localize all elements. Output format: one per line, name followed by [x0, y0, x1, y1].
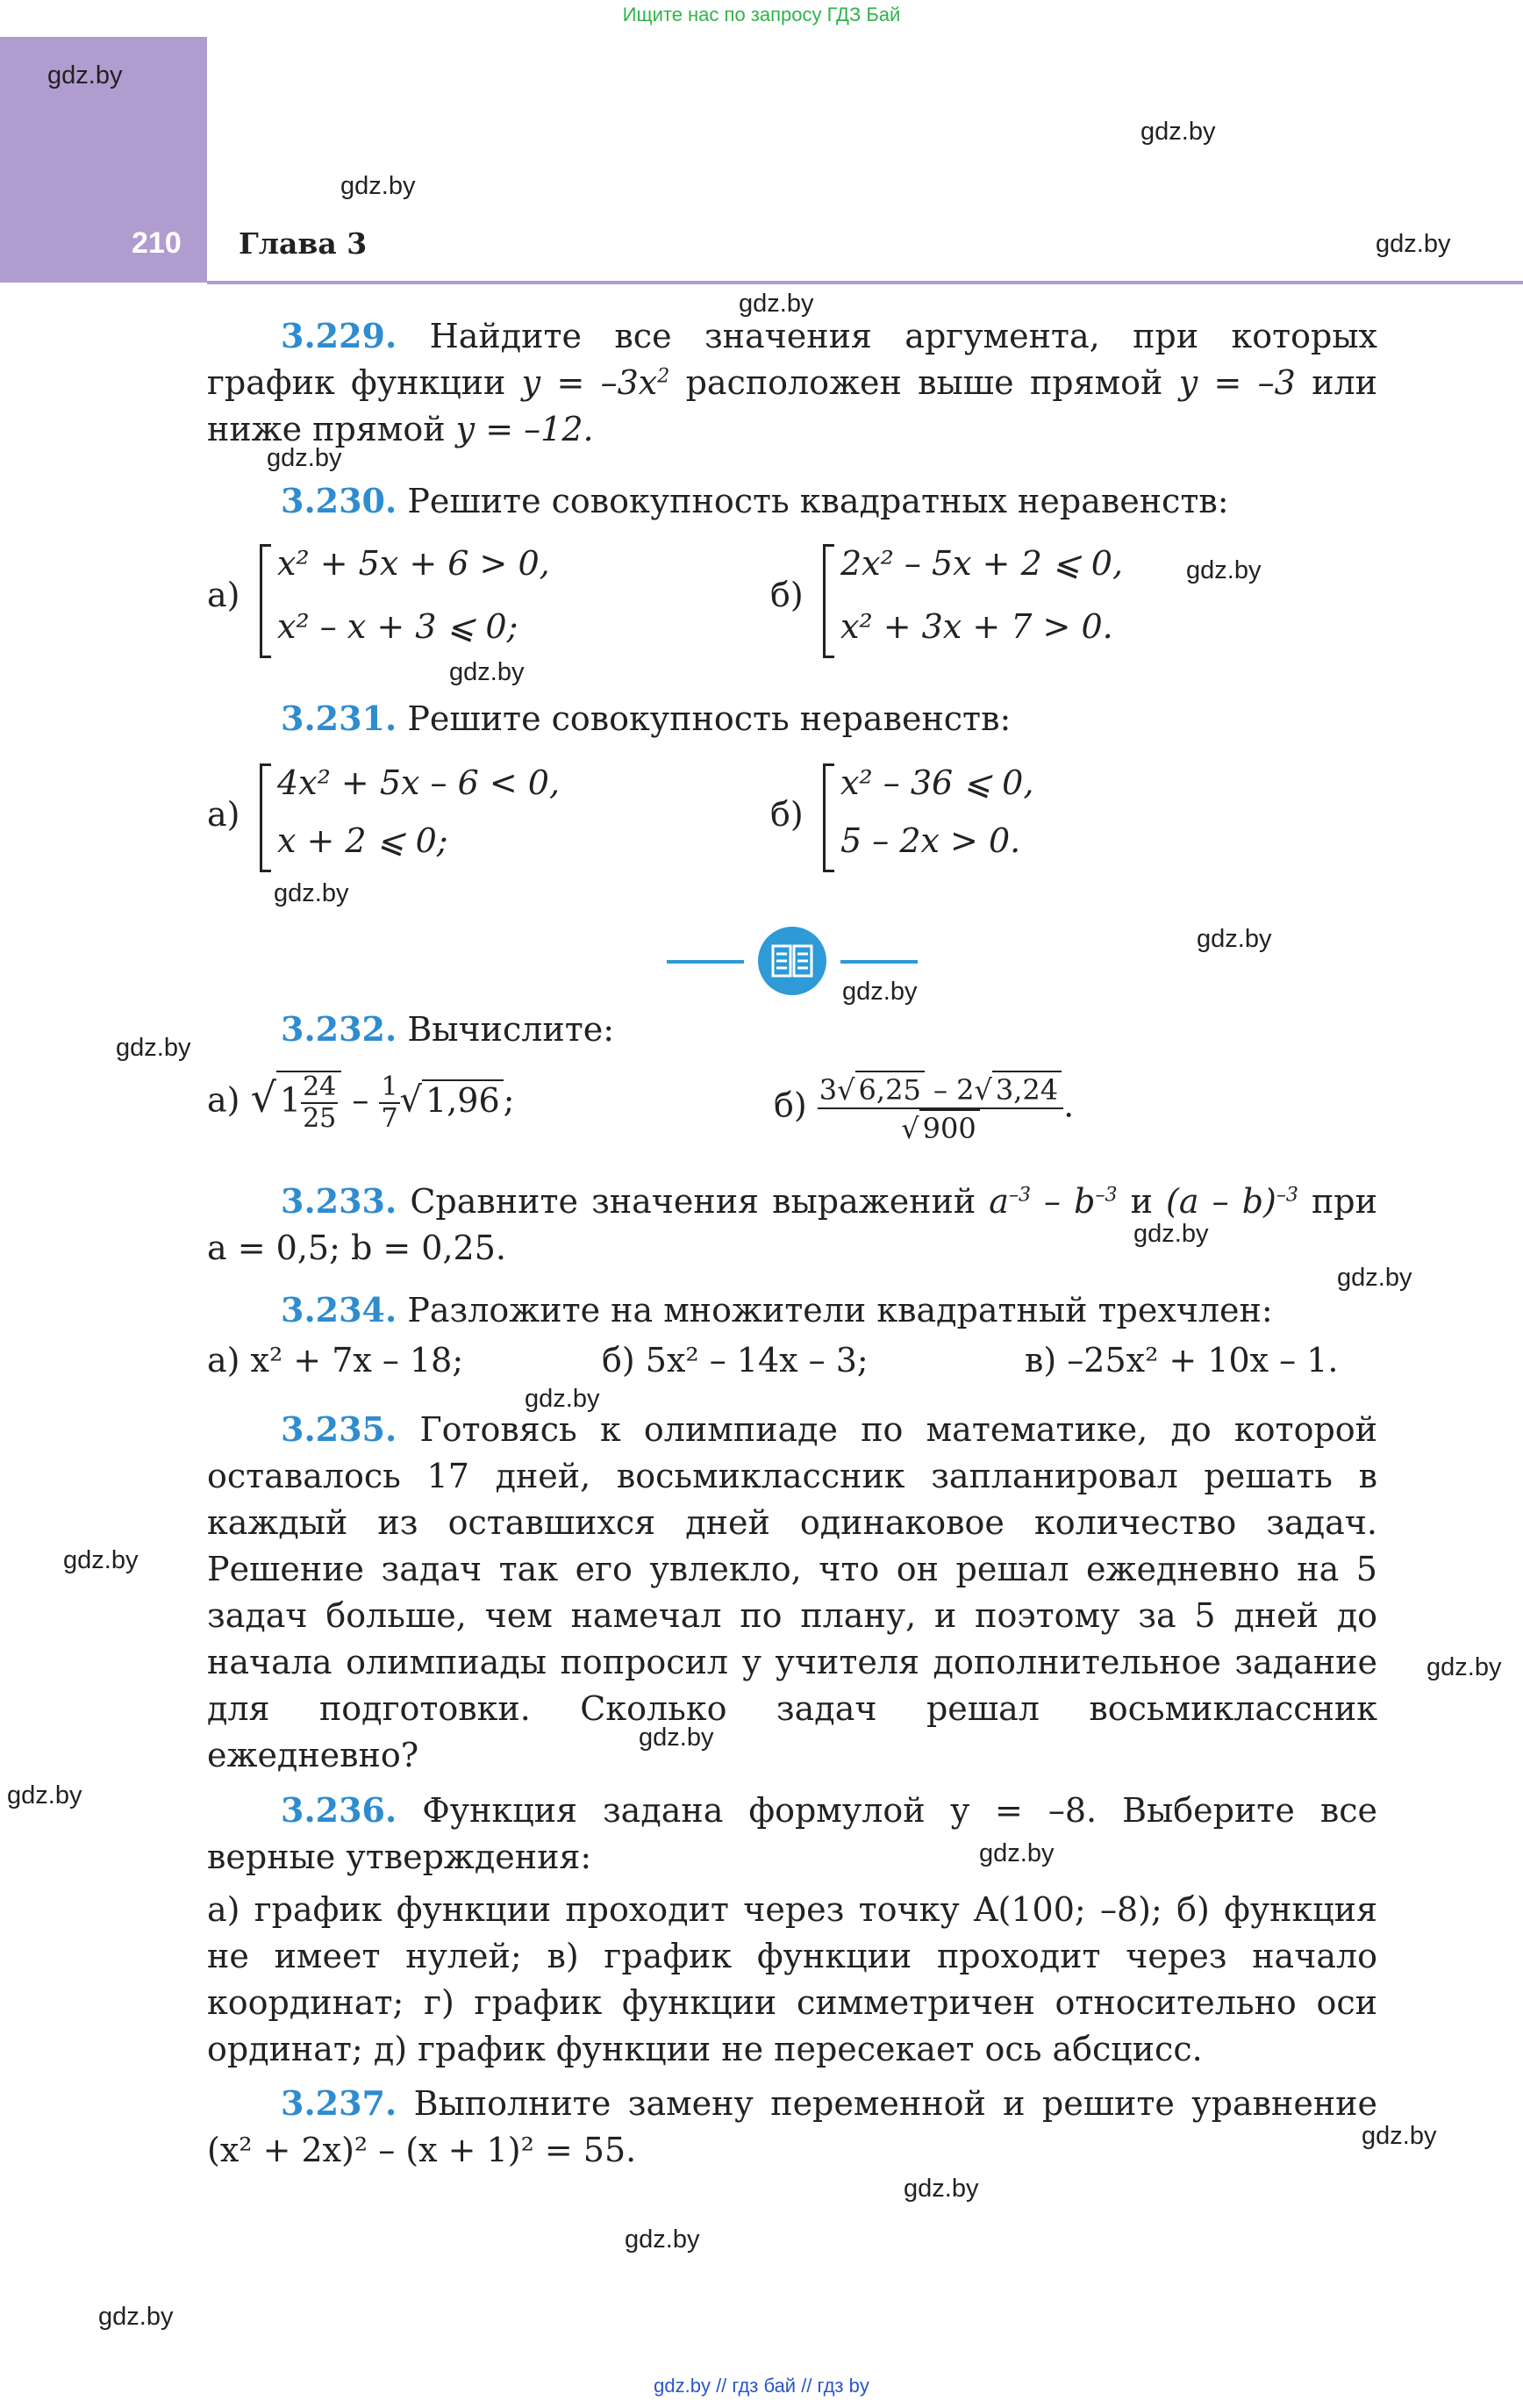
top-banner[interactable]: Ищите нас по запросу ГДЗ Бай [622, 4, 901, 25]
exercise-3-231: 3.231. Решите совокупность неравенств: [281, 699, 1012, 738]
exercise-3-234: 3.234. Разложите на множители квадратный трехчлен: [281, 1290, 1273, 1329]
exercise-3-236: 3.236. Функция задана формулой y = –8. Выберите все верные утверждения: [207, 1790, 1377, 1876]
option-3-234-c: в) –25x² + 10x – 1. [1025, 1341, 1339, 1380]
watermark[interactable]: gdz.by [1376, 230, 1451, 258]
watermark[interactable]: gdz.by [1197, 925, 1272, 953]
exercise-3-236-options: а) график функции проходит через точку A(100; –8); б) функция не имеет нулей; в) график функции проходит через начало координат; г) график функции симметричен относительно оси ординат; д) график функции не пересекает ось абсцисс. [207, 1890, 1377, 2068]
watermark[interactable]: gdz.by [63, 1546, 139, 1574]
exercise-3-235: 3.235. Готовясь к олимпиаде по математике, до которой оставалось 17 дней, восьмиклассник запланировал решать в каждый из оставшихся дней одинаковое количество задач. Решение задач так его увлекло, что он решал ежедневно на 5 задач больше, чем намечал по плану, и поэтому за 5 дней до начала олимпиады попросил у учителя дополнительное задание для подготовки. Сколько задач решал восьмиклассник ежедневно? [207, 1409, 1377, 1774]
watermark[interactable]: gdz.by [625, 2225, 700, 2254]
watermark[interactable]: gdz.by [1337, 1264, 1412, 1292]
watermark[interactable]: gdz.by [116, 1034, 191, 1062]
watermark[interactable]: gdz.by [274, 879, 349, 907]
chapter-title: Глава 3 [239, 226, 368, 261]
watermark[interactable]: gdz.by [1140, 118, 1216, 146]
watermark[interactable]: gdz.by [1186, 556, 1262, 584]
exercise-3-233: 3.233. Сравните значения выражений $a^{-3} - b^{-3}$ и (a – b)$^{-3}$ при a = 0,5; b = 0,25. [207, 1181, 1377, 1267]
watermark[interactable]: gdz.by [98, 2303, 174, 2331]
exercise-3-230: 3.230. Решите совокупность квадратных неравенств: [281, 481, 1229, 520]
section-divider [667, 927, 918, 997]
exercise-3-229: 3.229. Найдите все значения аргумента, при которых график функции $y = -3x^2$ расположен выше прямой y = –3 или ниже прямой y = –12. [207, 316, 1377, 448]
header-rule [207, 281, 1523, 284]
system-3-231-a: а) 4x² + 5x – 6 < 0, x + 2 ⩽ 0; [207, 763, 733, 872]
exercise-3-237: 3.237. Выполните замену переменной и решите уравнение (x² + 2x)² – (x + 1)² = 55. [207, 2083, 1377, 2169]
formula: $y = -3x^2$ [521, 363, 670, 402]
option-3-234-b: б) 5x² – 14x – 3; [602, 1341, 869, 1380]
system-3-230-a: а) x² + 5x + 6 > 0, x² – x + 3 ⩽ 0; [207, 544, 733, 658]
watermark[interactable]: gdz.by [1426, 1653, 1502, 1681]
watermark[interactable]: gdz.by [739, 290, 814, 318]
watermark[interactable]: gdz.by [1362, 2122, 1437, 2150]
watermark[interactable]: gdz.by [979, 1839, 1055, 1867]
watermark[interactable]: gdz.by [267, 444, 342, 472]
watermark[interactable]: gdz.by [1133, 1220, 1209, 1248]
book-icon [758, 927, 826, 995]
page-number: 210 [132, 226, 182, 260]
exercise-number: 3.229. [281, 316, 397, 355]
option-3-234-a: а) x² + 7x – 18; [207, 1341, 464, 1380]
expression-3-232-b: б) $\frac{3√ 6,25 - 2√ 3,24}{√ 900}$ . [774, 1071, 1074, 1146]
watermark[interactable]: gdz.by [904, 2175, 979, 2203]
watermark[interactable]: gdz.by [842, 978, 918, 1006]
expression-3-232-a: а) √ 1 $\frac{24}{25}$ – $\frac{1}{7}$ √ 1,96 ; [207, 1071, 515, 1134]
system-3-231-b: б) x² – 36 ⩽ 0, 5 – 2x > 0. [770, 763, 1297, 872]
watermark[interactable]: gdz.by [7, 1781, 82, 1810]
system-3-230-b: б) 2x² – 5x + 2 ⩽ 0, x² + 3x + 7 > 0. [770, 544, 1297, 658]
watermark[interactable]: gdz.by [340, 172, 416, 200]
watermark[interactable]: gdz.by [525, 1385, 600, 1413]
footer-links[interactable]: gdz.by // гдз бай // гдз by [654, 2375, 869, 2397]
watermark[interactable]: gdz.by [449, 658, 525, 686]
watermark[interactable]: gdz.by [47, 61, 123, 90]
watermark[interactable]: gdz.by [639, 1724, 714, 1752]
exercise-3-232: 3.232. Вычислите: [281, 1009, 615, 1049]
